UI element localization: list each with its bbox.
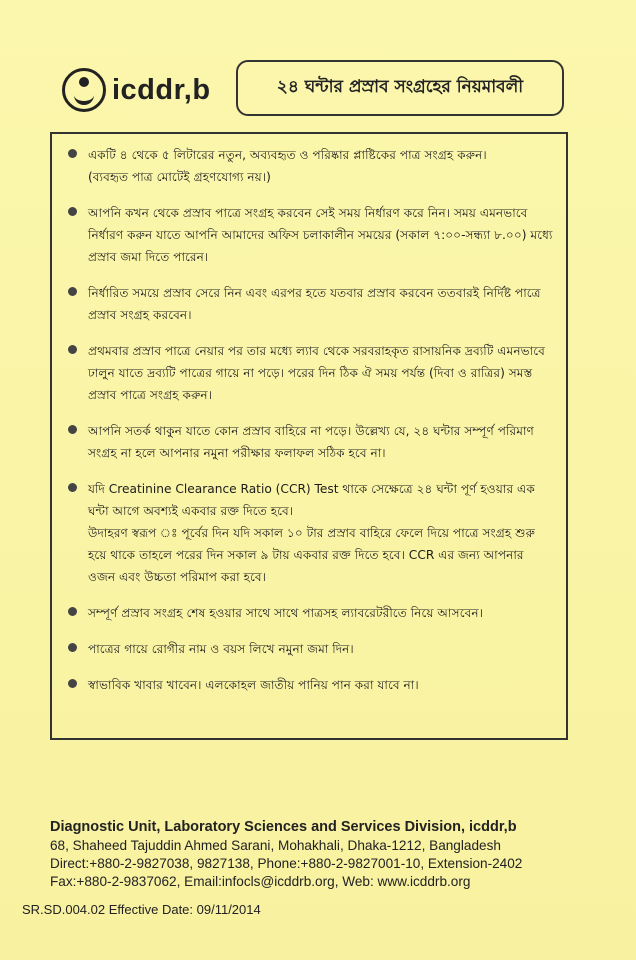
instruction-item <box>66 602 554 624</box>
bullet-icon <box>68 425 77 434</box>
instruction-item <box>66 674 554 696</box>
bullet-icon <box>68 149 77 158</box>
instruction-text: সম্পূর্ণ প্রস্রাব সংগ্রহ শেষ হওয়ার সাথে সাথে পাত্রসহ ল্যাবরেটরীতে নিয়ে আসবেন। <box>88 606 484 620</box>
instruction-text: স্বাভাবিক খাবার খাবেন। এলকোহল জাতীয় পানিয় পান করা যাবে না। <box>88 678 419 692</box>
bullet-icon <box>68 483 77 492</box>
address-line: 68, Shaheed Tajuddin Ahmed Sarani, Mohakhali, Dhaka-1212, Bangladesh <box>50 838 501 853</box>
document-reference: SR.SD.004.02 Effective Date: 09/11/2014 <box>22 902 261 917</box>
logo-text: icddr,b <box>112 73 211 106</box>
instruction-text: প্রথমবার প্রস্রাব পাত্রে নেয়ার পর তার মধ্যে ল্যাব থেকে সরবরাহকৃত রাসায়নিক দ্রব্যটি এমনভাবে ঢালুন যাতে দ্রব্যটি পাত্রের গায়ে না পড়ে। পরের দিন ঠিক ঐ সময় পর্যন্ত (দিবা ও রাত্রির) সমস্ত প্রস্রাব পাত্রে সংগ্রহ করুন। <box>88 344 545 402</box>
contact-footer <box>50 818 575 891</box>
instruction-item <box>66 144 554 188</box>
instruction-text: একটি ৪ থেকে ৫ লিটারের নতুন, অব্যবহৃত ও পরিষ্কার প্লাষ্টিকের পাত্র সংগ্রহ করুন। <box>88 148 487 162</box>
instruction-text: আপনি সতর্ক থাকুন যাতে কোন প্রস্রাব বাহিরে না পড়ে। উল্লেখ্য যে, ২৪ ঘন্টার সম্পূর্ণ পরিমাণ সংগ্রহ না হলে আপনার নমুনা পরীক্ষার ফলাফল সঠিক হবে না। <box>88 424 534 460</box>
instruction-note: (ব্যবহৃত পাত্র মোটেই গ্রহণযোগ্য নয়।) <box>88 170 271 184</box>
instruction-text: নির্ধারিত সময়ে প্রস্রাব সেরে নিন এবং এরপর হতে যতবার প্রস্রাব করবেন ততবারই নির্দিষ্ট পাত্রে প্রস্রাব সংগ্রহ করবেন। <box>88 286 541 322</box>
document-title: ২৪ ঘন্টার প্রস্রাব সংগ্রহের নিয়মাবলী <box>236 60 564 116</box>
instruction-item <box>66 340 554 406</box>
instruction-item <box>66 420 554 464</box>
instruction-item <box>66 478 554 588</box>
instruction-text: পাত্রের গায়ে রোগীর নাম ও বয়স লিখে নমুনা জমা দিন। <box>88 642 354 656</box>
fax-email-web-line: Fax:+880-2-9837062, Email:infocls@icddrb.org, Web: www.icddrb.org <box>50 874 471 889</box>
organization-name: Diagnostic Unit, Laboratory Sciences and Services Division, icddr,b <box>50 819 517 835</box>
bullet-icon <box>68 607 77 616</box>
bullet-icon <box>68 643 77 652</box>
phone-line: Direct:+880-2-9827038, 9827138, Phone:+880-2-9827001-10, Extension-2402 <box>50 856 523 871</box>
bullet-icon <box>68 287 77 296</box>
bullet-icon <box>68 345 77 354</box>
icddrb-logo <box>62 68 211 112</box>
instruction-text: আপনি কখন থেকে প্রস্রাব পাত্রে সংগ্রহ করবেন সেই সময় নির্ধারণ করে নিন। সময় এমনভাবে নির্ধারণ করুন যাতে আপনি আমাদের অফিস চলাকালীন সময়ের (সকাল ৭:০০-সন্ধ্যা ৮.০০) মধ্যে প্রস্রাব জমা দিতে পারেন। <box>88 206 553 264</box>
instruction-text: যদি Creatinine Clearance Ratio (CCR) Test থাকে সেক্ষেত্রে ২৪ ঘন্টা পূর্ণ হওয়ার এক ঘন্টা আগে অবশ্যই একবার রক্ত দিতে হবে। <box>88 482 535 518</box>
bullet-icon <box>68 679 77 688</box>
instruction-note: উদাহরণ স্বরূপ ঃ পূর্বের দিন যদি সকাল ১০ টার প্রস্রাব বাহিরে ফেলে দিয়ে পাত্রে সংগ্রহ শুরু হয়ে থাকে তাহলে পরের দিন সকাল ৯ টায় একবার রক্ত দিতে হবে। CCR এর জন্য আপনার ওজন এবং উচ্চতা পরিমাপ করা হবে। <box>88 526 536 584</box>
instructions-box <box>50 132 568 740</box>
bullet-icon <box>68 207 77 216</box>
instruction-item <box>66 638 554 660</box>
instruction-item <box>66 282 554 326</box>
icddrb-logo-icon <box>62 68 106 112</box>
instruction-item <box>66 202 554 268</box>
